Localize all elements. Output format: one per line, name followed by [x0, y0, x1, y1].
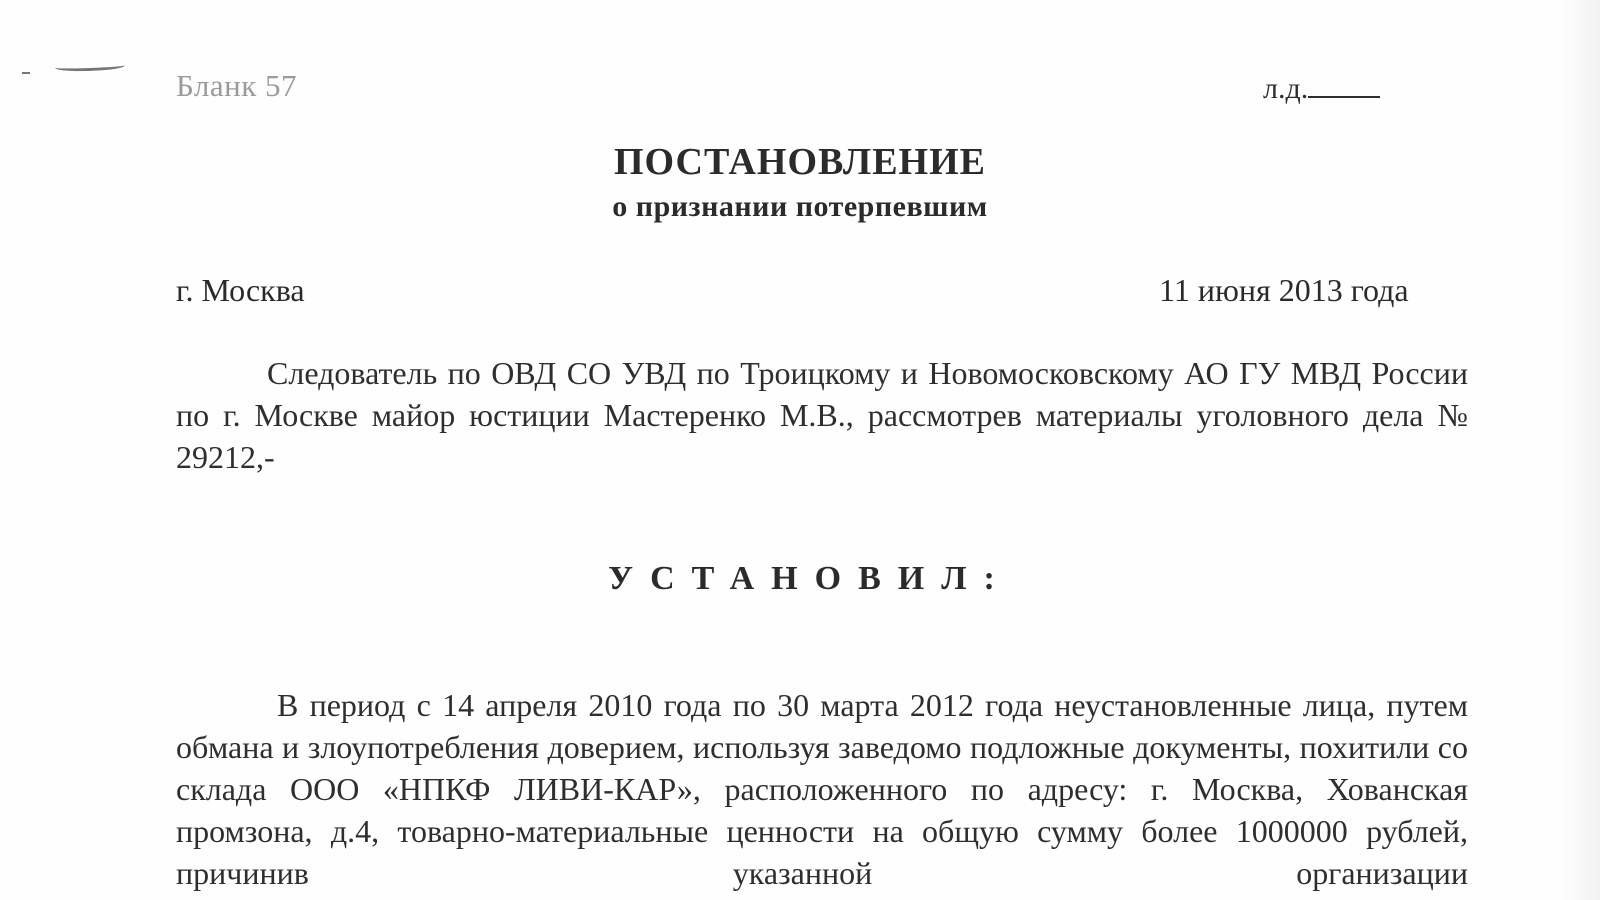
document-date: 11 июня 2013 года: [1159, 272, 1409, 308]
pen-dot: [22, 72, 30, 74]
pen-mark: [55, 61, 125, 72]
case-sheet-blank-line: [1308, 74, 1380, 98]
form-number: Бланк 57: [176, 68, 298, 103]
scan-shadow: [1560, 0, 1600, 900]
document-city: г. Москва: [176, 272, 305, 308]
document-title: ПОСТАНОВЛЕНИЕ: [613, 141, 987, 183]
section-heading: УСТАНОВИЛ:: [608, 560, 1012, 597]
case-sheet-label: л.д.: [1263, 72, 1309, 105]
intro-paragraph: Следователь по ОВД СО УВД по Троицкому и Новомосковскому АО ГУ МВД России по г. Москве майор юстиции Мастеренко М.В., рассмотрев материалы уголовного дела № 29212,-: [176, 355, 1468, 475]
document-subtitle: о признании потерпевшим: [612, 190, 988, 223]
body-paragraph: В период с 14 апреля 2010 года по 30 марта 2012 года неустановленные лица, путем обмана и злоупотребления доверием, используя заведомо подложные документы, похитили со склада ООО «НПКФ ЛИВИ-КАР», расположенного по адресу: г. Москва, Хованская промзона, д.4, товарно-материальные ценности на общую сумму более 1000000 рублей, причинив указанной организации: [176, 687, 1468, 891]
case-sheet-field: [1263, 72, 1380, 106]
